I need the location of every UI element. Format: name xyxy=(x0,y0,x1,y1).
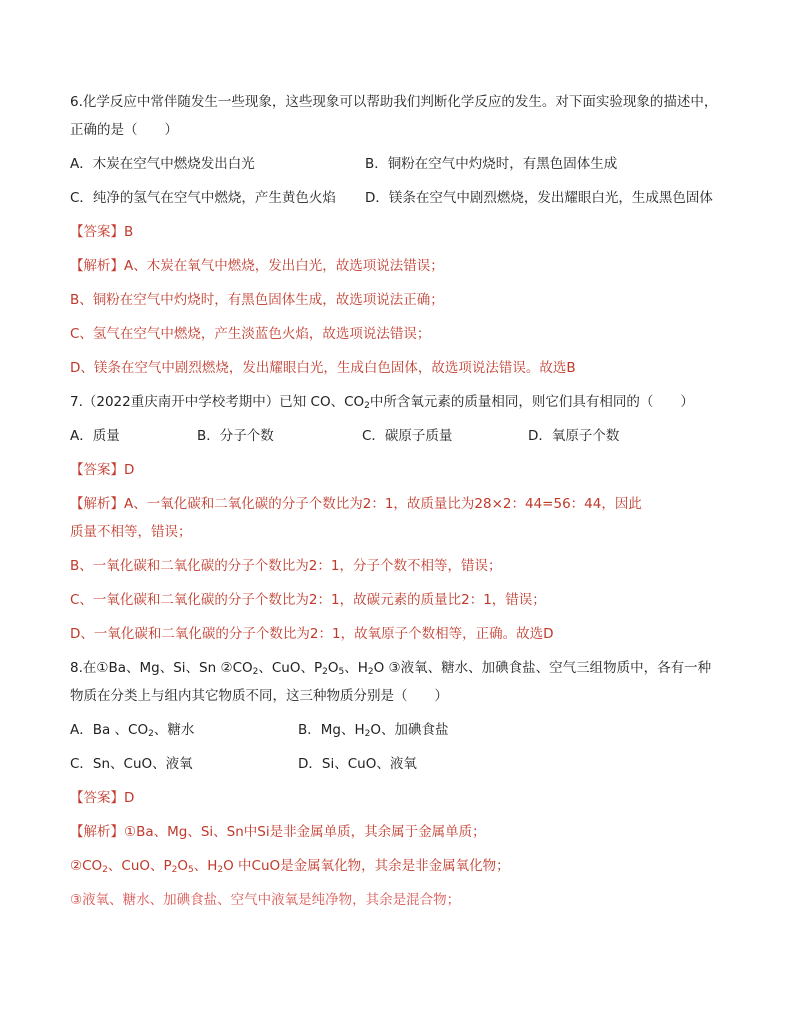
q8-option-c: C．Sn、CuO、液氧 xyxy=(70,756,193,772)
q7-analysis-line: 【解析】A、一氧化碳和二氧化碳的分子个数比为2：1，故质量比为28×2：44=56：44，因此 xyxy=(70,496,642,512)
q8-option-d: D．Si、CuO、液氧 xyxy=(298,756,417,772)
q8-analysis-line: $②CO_2$、CuO、$P_2O_5$、$H_2O$ 中CuO是金属氧化物，其余是非金属氧化物； xyxy=(70,858,510,875)
q8-analysis-line: 【解析】①Ba、Mg、Si、Sn中Si是非金属单质，其余属于金属单质； xyxy=(70,824,486,840)
q7-analysis-line: D、一氧化碳和二氧化碳的分子个数比为2：1，故氧原子个数相等，正确。故选D xyxy=(70,626,554,642)
q6-option-d: D．镁条在空气中剧烈燃烧，发出耀眼白光，生成黑色固体 xyxy=(365,190,713,206)
q8-analysis-line: ③液氧、糖水、加碘食盐、空气中液氧是纯净物，其余是混合物； xyxy=(70,892,461,908)
q7-option-a: A．质量 xyxy=(70,428,120,444)
q6-analysis-line: 【解析】A、木炭在氧气中燃烧，发出白光，故选项说法错误； xyxy=(70,258,444,274)
q8-option-a: A．Ba 、$CO_2$、糖水 xyxy=(70,722,195,739)
q7-analysis-line: B、一氧化碳和二氧化碳的分子个数比为2：1，分子个数不相等，错误； xyxy=(70,558,502,574)
q8-stem-line1: 8.在①Ba、Mg、Si、Sn $②CO_2$、CuO、$P_2O_5$、$H_2O$ ③液氧、糖水、加碘食盐、空气三组物质中，各有一种 xyxy=(70,660,712,677)
q6-analysis-line: B、铜粉在空气中灼烧时，有黑色固体生成，故选项说法正确； xyxy=(70,292,444,308)
q7-analysis-line: C、一氧化碳和二氧化碳的分子个数比为2：1，故碳元素的质量比2：1，错误； xyxy=(70,592,546,608)
q8-stem-line2: 物质在分类上与组内其它物质不同，这三种物质分别是（ ） xyxy=(70,688,448,704)
q7-option-b: B．分子个数 xyxy=(197,428,274,444)
q7-stem: 7.（2022重庆南开中学校考期中）已知 CO、$CO_2$中所含氧元素的质量相同，则它们具有相同的（ ） xyxy=(70,394,694,411)
q6-option-b: B．铜粉在空气中灼烧时，有黑色固体生成 xyxy=(365,156,618,172)
q7-option-c: C．碳原子质量 xyxy=(362,428,453,444)
q6-stem-line2: 正确的是（ ） xyxy=(70,122,178,138)
q8-answer: 【答案】D xyxy=(70,790,135,806)
q7-option-d: D．氧原子个数 xyxy=(528,428,620,444)
q6-analysis-line: C、氢气在空气中燃烧，产生淡蓝色火焰，故选项说法错误； xyxy=(70,326,431,342)
q7-answer: 【答案】D xyxy=(70,462,135,478)
q6-option-c: C．纯净的氢气在空气中燃烧，产生黄色火焰 xyxy=(70,190,336,206)
q6-analysis-line: D、镁条在空气中剧烈燃烧，发出耀眼白光，生成白色固体，故选项说法错误。故选B xyxy=(70,360,576,376)
q6-answer: 【答案】B xyxy=(70,224,134,240)
q8-option-b: B．Mg、$H_2O$、加碘食盐 xyxy=(298,722,449,739)
q6-option-a: A．木炭在空气中燃烧发出白光 xyxy=(70,156,255,172)
q6-stem-line1: 6.化学反应中常伴随发生一些现象，这些现象可以帮助我们判断化学反应的发生。对下面实验现象的描述中， xyxy=(70,94,718,110)
q7-analysis-line: 质量不相等，错误； xyxy=(70,524,192,540)
